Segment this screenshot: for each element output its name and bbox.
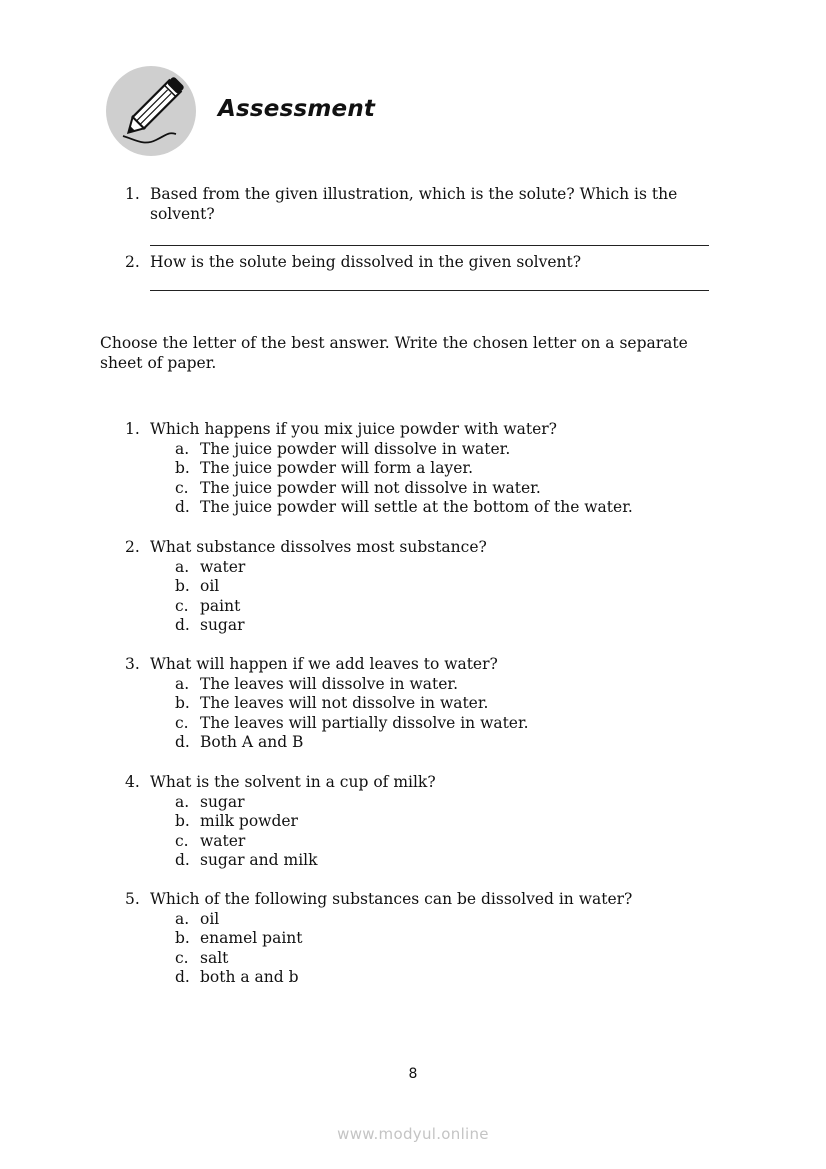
option-c bbox=[125, 479, 725, 499]
question-number: 4. bbox=[125, 773, 140, 791]
watermark: www.modyul.online bbox=[337, 1125, 489, 1143]
option-a bbox=[125, 910, 725, 930]
option-letter: b. bbox=[175, 694, 190, 713]
option-d bbox=[125, 498, 725, 518]
open-question-1 bbox=[125, 185, 715, 224]
option-b bbox=[125, 812, 725, 832]
question-text: What will happen if we add leaves to water? bbox=[150, 655, 498, 673]
option-text: water bbox=[200, 831, 246, 850]
question-number: 1. bbox=[125, 420, 140, 438]
question-text: What substance dissolves most substance? bbox=[150, 538, 487, 556]
question-text: Which happens if you mix juice powder with water? bbox=[150, 420, 557, 438]
answer-line-1[interactable] bbox=[150, 245, 709, 246]
option-text: oil bbox=[200, 577, 220, 596]
option-text: milk powder bbox=[200, 812, 298, 831]
option-c bbox=[125, 714, 725, 734]
mcq-question-4 bbox=[125, 773, 725, 871]
option-letter: d. bbox=[175, 851, 190, 870]
question-text-line-1: Based from the given illustration, which is the solute? Which is the bbox=[150, 185, 678, 203]
option-d bbox=[125, 851, 725, 871]
option-letter: c. bbox=[175, 596, 189, 615]
instructions: Choose the letter of the best answer. Write the chosen letter on a separate sheet of paper. bbox=[100, 334, 688, 372]
option-d bbox=[125, 616, 725, 636]
option-letter: d. bbox=[175, 968, 190, 987]
question-number: 2. bbox=[125, 538, 140, 556]
option-text: The leaves will partially dissolve in water. bbox=[200, 713, 529, 732]
question-number: 2. bbox=[125, 253, 140, 271]
option-letter: c. bbox=[175, 831, 189, 850]
option-text: The leaves will dissolve in water. bbox=[200, 674, 459, 693]
option-b bbox=[125, 929, 725, 949]
option-letter: d. bbox=[175, 616, 190, 635]
option-text: The leaves will not dissolve in water. bbox=[200, 694, 489, 713]
page-number: 8 bbox=[408, 1066, 418, 1082]
option-letter: a. bbox=[175, 674, 190, 693]
option-letter: c. bbox=[175, 478, 189, 497]
option-letter: b. bbox=[175, 577, 190, 596]
mcq-question-3 bbox=[125, 655, 725, 753]
option-letter: d. bbox=[175, 498, 190, 517]
option-d bbox=[125, 968, 725, 988]
option-letter: b. bbox=[175, 459, 190, 478]
option-c bbox=[125, 949, 725, 969]
option-a bbox=[125, 558, 725, 578]
option-text: The juice powder will dissolve in water. bbox=[200, 439, 511, 458]
question-number: 1. bbox=[125, 185, 140, 203]
option-letter: b. bbox=[175, 929, 190, 948]
option-text: salt bbox=[200, 948, 229, 967]
option-text: The juice powder will form a layer. bbox=[200, 459, 473, 478]
option-text: sugar bbox=[200, 792, 245, 811]
option-b bbox=[125, 694, 725, 714]
option-text: both a and b bbox=[200, 968, 299, 987]
option-b bbox=[125, 577, 725, 597]
question-text: Which of the following substances can be dissolved in water? bbox=[150, 890, 633, 908]
answer-line-2[interactable] bbox=[150, 290, 709, 291]
option-letter: d. bbox=[175, 733, 190, 752]
option-text: sugar bbox=[200, 616, 245, 635]
option-text: The juice powder will not dissolve in water. bbox=[200, 478, 541, 497]
page-title: Assessment bbox=[218, 96, 376, 122]
option-letter: a. bbox=[175, 909, 190, 928]
option-text: paint bbox=[200, 596, 241, 615]
open-question-2 bbox=[125, 253, 715, 273]
option-a bbox=[125, 675, 725, 695]
question-text: How is the solute being dissolved in the given solvent? bbox=[150, 253, 582, 271]
option-b bbox=[125, 459, 725, 479]
option-letter: a. bbox=[175, 557, 190, 576]
mcq-question-1 bbox=[125, 420, 725, 518]
question-text-line-2: solvent? bbox=[150, 204, 215, 223]
option-a bbox=[125, 793, 725, 813]
option-letter: b. bbox=[175, 812, 190, 831]
question-number: 5. bbox=[125, 890, 140, 908]
mcq-question-2 bbox=[125, 538, 725, 636]
option-a bbox=[125, 440, 725, 460]
question-text: What is the solvent in a cup of milk? bbox=[150, 773, 436, 791]
option-text: enamel paint bbox=[200, 929, 303, 948]
option-letter: a. bbox=[175, 439, 190, 458]
option-text: water bbox=[200, 557, 246, 576]
question-number: 3. bbox=[125, 655, 140, 673]
pencil-icon bbox=[106, 66, 196, 156]
option-letter: c. bbox=[175, 713, 189, 732]
mcq-question-5 bbox=[125, 890, 725, 988]
option-c bbox=[125, 597, 725, 617]
option-text: Both A and B bbox=[200, 733, 304, 752]
option-c bbox=[125, 832, 725, 852]
option-d bbox=[125, 733, 725, 753]
option-letter: a. bbox=[175, 792, 190, 811]
option-text: oil bbox=[200, 909, 220, 928]
option-text: The juice powder will settle at the bottom of the water. bbox=[200, 498, 633, 517]
option-letter: c. bbox=[175, 948, 189, 967]
option-text: sugar and milk bbox=[200, 851, 318, 870]
